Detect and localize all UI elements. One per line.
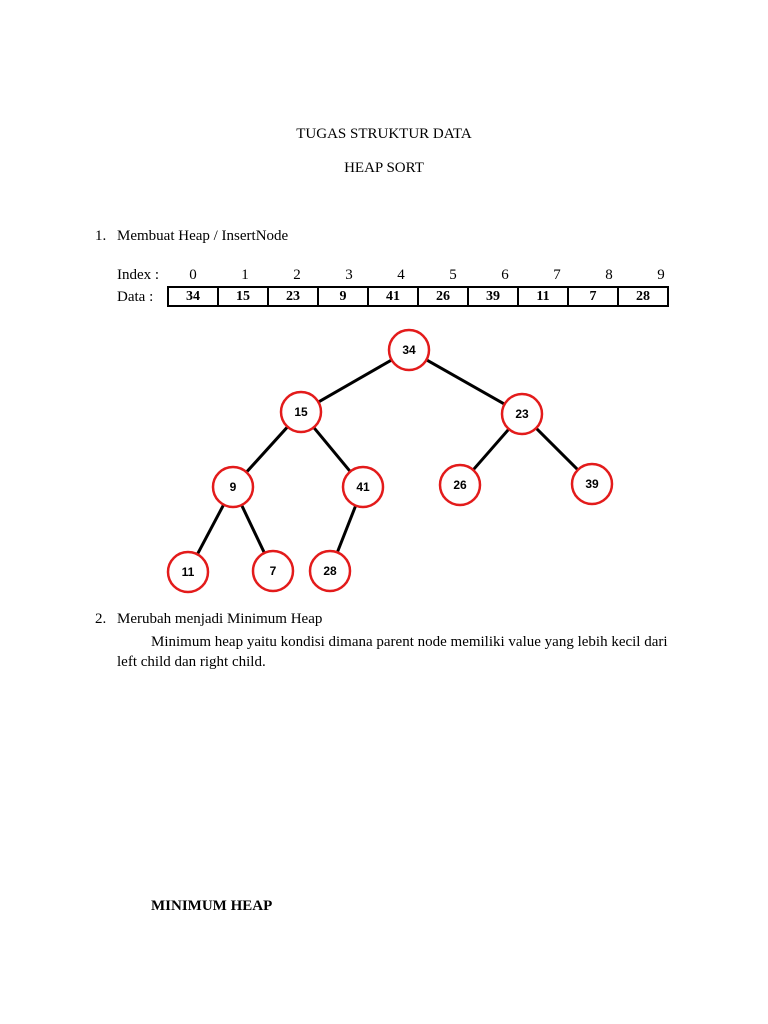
document-title: TUGAS STRUKTUR DATA [296,126,472,142]
index-number: 3 [345,267,353,283]
tree-edge [318,360,391,402]
tree-node-26 [440,465,480,505]
data-label: Data : [117,289,154,305]
index-number: 1 [241,267,249,283]
data-cell: 41 [368,287,418,306]
data-cell: 7 [568,287,618,306]
tree-node-15 [281,392,321,432]
tree-node-label: 39 [585,477,599,491]
tree-edge [246,427,287,472]
tree-node-41 [343,467,383,507]
tree-node-11 [168,552,208,592]
tree-node-label: 34 [402,343,416,357]
section2-paragraph-line2: left child dan right child. [117,654,266,670]
data-cell: 9 [318,287,368,306]
tree-edge [197,505,223,555]
data-cell: 39 [468,287,518,306]
tree-node-label: 15 [294,405,308,419]
data-cell: 11 [518,287,568,306]
section1-number: 1. [95,228,107,244]
index-number: 8 [605,267,613,283]
index-label: Index : [117,267,160,283]
index-number: 4 [397,267,405,283]
tree-edge [536,428,578,470]
tree-node-label: 28 [323,564,337,578]
tree-edge [314,427,351,471]
index-number: 9 [657,267,665,283]
section2-heading: Merubah menjadi Minimum Heap [117,611,323,627]
tree-node-23 [502,394,542,434]
index-number: 0 [189,267,197,283]
index-number: 2 [293,267,301,283]
section2-number: 2. [95,611,107,627]
index-number: 6 [501,267,509,283]
data-cell: 23 [268,287,318,306]
tree-edges [197,360,578,554]
data-cell: 15 [218,287,268,306]
tree-edge [337,506,355,553]
tree-node-7 [253,551,293,591]
tree-edge [242,505,265,553]
tree-node-34 [389,330,429,370]
document-subtitle: HEAP SORT [344,160,424,176]
tree-node-9 [213,467,253,507]
tree-node-label: 26 [453,478,467,492]
section1-heading: Membuat Heap / InsertNode [117,228,289,244]
index-number: 5 [449,267,457,283]
tree-node-label: 23 [515,407,529,421]
section2-paragraph-line1: Minimum heap yaitu kondisi dimana parent node memiliki value yang lebih kecil dari [151,634,668,650]
data-cell: 26 [418,287,468,306]
tree-node-label: 7 [269,564,277,578]
data-cell: 28 [618,287,668,306]
tree-edge [473,429,509,470]
tree-node-39 [572,464,612,504]
tree-node-label: 41 [356,480,370,494]
minimum-heap-heading: MINIMUM HEAP [151,898,273,914]
tree-node-label: 9 [229,480,237,494]
tree-node-label: 11 [181,565,195,579]
data-cell: 34 [168,287,218,306]
tree-node-28 [310,551,350,591]
tree-edge [426,360,504,404]
index-number: 7 [553,267,561,283]
tree-nodes [168,330,612,592]
